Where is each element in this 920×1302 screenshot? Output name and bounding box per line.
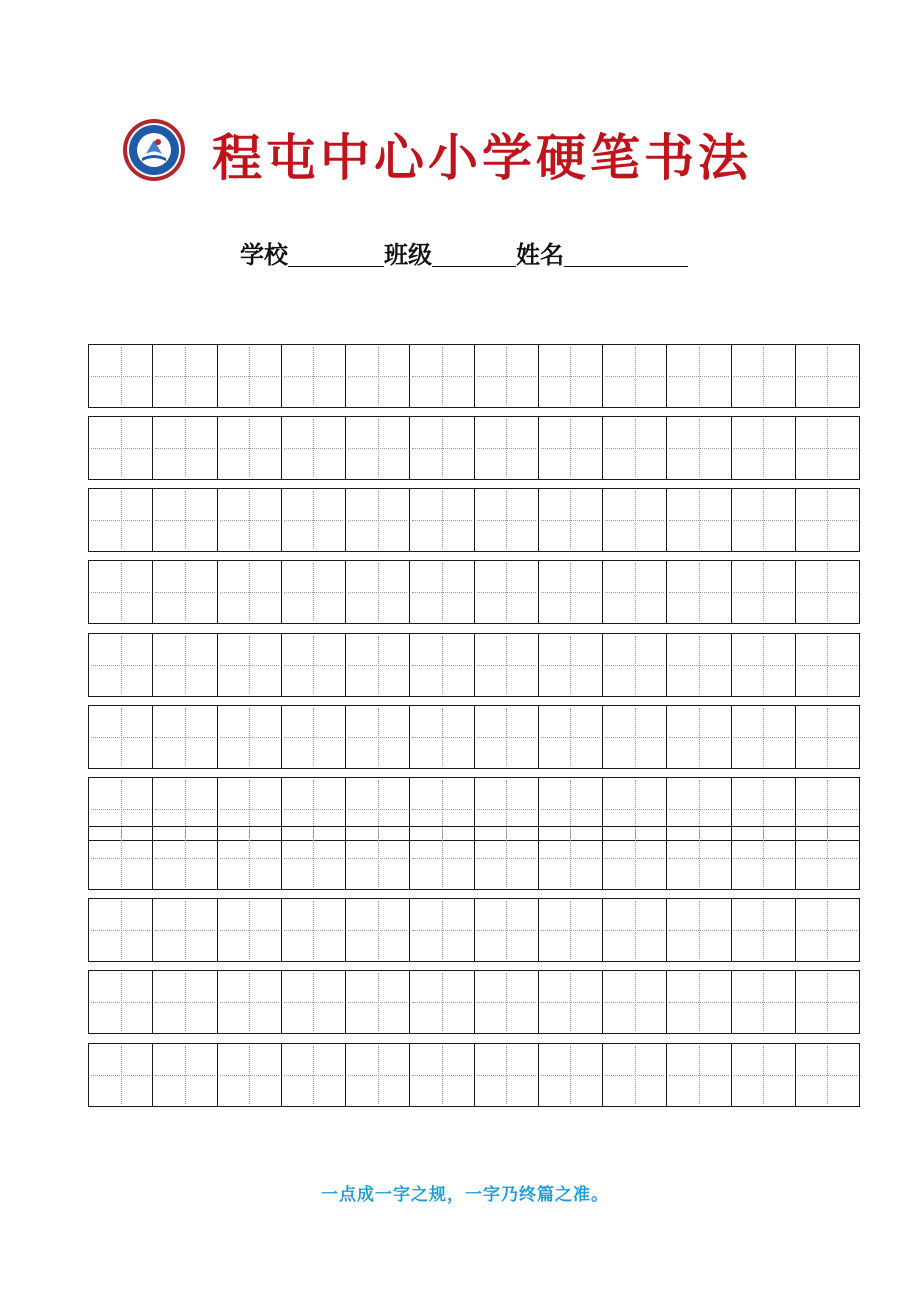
writing-cell[interactable] — [539, 345, 603, 407]
writing-cell[interactable] — [346, 827, 410, 889]
writing-cell[interactable] — [603, 561, 667, 623]
writing-cell[interactable] — [282, 634, 346, 696]
writing-cell[interactable] — [732, 1044, 796, 1106]
name-label: 姓名 — [516, 241, 564, 269]
writing-cell[interactable] — [796, 706, 859, 768]
writing-cell[interactable] — [282, 971, 346, 1033]
writing-cell[interactable] — [475, 489, 539, 551]
writing-cell[interactable] — [667, 827, 731, 889]
student-info-row — [240, 234, 688, 270]
writing-cell[interactable] — [667, 899, 731, 961]
writing-cell[interactable] — [732, 706, 796, 768]
writing-cell[interactable] — [732, 561, 796, 623]
writing-cell[interactable] — [218, 706, 282, 768]
writing-cell[interactable] — [89, 706, 153, 768]
writing-cell[interactable] — [796, 634, 859, 696]
writing-cell[interactable] — [667, 706, 731, 768]
school-blank[interactable] — [288, 238, 384, 267]
writing-cell[interactable] — [667, 561, 731, 623]
writing-cell[interactable] — [475, 417, 539, 479]
writing-cell[interactable] — [475, 1044, 539, 1106]
writing-cell[interactable] — [346, 899, 410, 961]
writing-cell[interactable] — [346, 1044, 410, 1106]
writing-cell[interactable] — [796, 899, 859, 961]
writing-cell[interactable] — [153, 561, 217, 623]
grid-row — [88, 1043, 860, 1107]
writing-cell[interactable] — [153, 971, 217, 1033]
writing-cell[interactable] — [475, 971, 539, 1033]
writing-cell[interactable] — [667, 971, 731, 1033]
school-emblem-icon — [122, 118, 186, 182]
writing-cell[interactable] — [282, 489, 346, 551]
writing-cell[interactable] — [603, 971, 667, 1033]
grid-row — [88, 344, 860, 408]
name-blank[interactable] — [564, 238, 688, 267]
writing-cell[interactable] — [89, 971, 153, 1033]
grid-row — [88, 970, 860, 1034]
writing-cell[interactable] — [539, 417, 603, 479]
writing-cell[interactable] — [282, 561, 346, 623]
grid-row — [88, 898, 860, 962]
writing-cell[interactable] — [539, 1044, 603, 1106]
writing-cell[interactable] — [732, 971, 796, 1033]
writing-cell[interactable] — [218, 634, 282, 696]
writing-cell[interactable] — [218, 1044, 282, 1106]
writing-cell[interactable] — [603, 417, 667, 479]
writing-cell[interactable] — [410, 489, 474, 551]
grid-row — [88, 633, 860, 697]
writing-cell[interactable] — [539, 634, 603, 696]
writing-cell[interactable] — [346, 417, 410, 479]
writing-cell[interactable] — [796, 1044, 859, 1106]
writing-cell[interactable] — [153, 417, 217, 479]
writing-cell[interactable] — [603, 489, 667, 551]
writing-cell[interactable] — [732, 899, 796, 961]
writing-cell[interactable] — [732, 417, 796, 479]
writing-cell[interactable] — [346, 971, 410, 1033]
writing-cell[interactable] — [410, 899, 474, 961]
writing-cell[interactable] — [796, 561, 859, 623]
writing-cell[interactable] — [282, 345, 346, 407]
writing-cell[interactable] — [539, 706, 603, 768]
writing-cell[interactable] — [475, 345, 539, 407]
writing-cell[interactable] — [218, 899, 282, 961]
writing-cell[interactable] — [667, 417, 731, 479]
writing-cell[interactable] — [282, 899, 346, 961]
writing-cell[interactable] — [796, 971, 859, 1033]
writing-cell[interactable] — [732, 489, 796, 551]
writing-cell[interactable] — [89, 634, 153, 696]
writing-cell[interactable] — [603, 1044, 667, 1106]
class-label: 班级 — [384, 241, 432, 269]
writing-cell[interactable] — [796, 489, 859, 551]
writing-cell[interactable] — [796, 417, 859, 479]
writing-cell[interactable] — [410, 706, 474, 768]
writing-cell[interactable] — [153, 489, 217, 551]
writing-cell[interactable] — [346, 706, 410, 768]
writing-cell[interactable] — [153, 1044, 217, 1106]
writing-cell[interactable] — [539, 827, 603, 889]
writing-cell[interactable] — [603, 345, 667, 407]
writing-cell[interactable] — [667, 345, 731, 407]
writing-cell[interactable] — [153, 899, 217, 961]
writing-cell[interactable] — [603, 827, 667, 889]
writing-cell[interactable] — [667, 489, 731, 551]
writing-cell[interactable] — [153, 345, 217, 407]
writing-cell[interactable] — [667, 634, 731, 696]
writing-cell[interactable] — [89, 561, 153, 623]
writing-cell[interactable] — [218, 561, 282, 623]
writing-cell[interactable] — [346, 345, 410, 407]
writing-cell[interactable] — [732, 345, 796, 407]
writing-cell[interactable] — [410, 561, 474, 623]
writing-cell[interactable] — [218, 489, 282, 551]
writing-cell[interactable] — [153, 827, 217, 889]
writing-cell[interactable] — [218, 345, 282, 407]
writing-cell[interactable] — [475, 634, 539, 696]
page-title: 程屯中心小学硬笔书法 — [212, 128, 752, 187]
writing-cell[interactable] — [89, 489, 153, 551]
writing-cell[interactable] — [475, 706, 539, 768]
grid-row — [88, 705, 860, 769]
grid-row — [88, 488, 860, 552]
writing-cell[interactable] — [603, 706, 667, 768]
writing-cell[interactable] — [667, 1044, 731, 1106]
school-label: 学校 — [240, 241, 288, 269]
class-blank[interactable] — [432, 238, 516, 267]
writing-cell[interactable] — [732, 634, 796, 696]
writing-cell[interactable] — [796, 345, 859, 407]
writing-cell[interactable] — [89, 827, 153, 889]
writing-cell[interactable] — [346, 634, 410, 696]
writing-cell[interactable] — [603, 634, 667, 696]
writing-cell[interactable] — [475, 899, 539, 961]
writing-cell[interactable] — [346, 561, 410, 623]
writing-cell[interactable] — [603, 899, 667, 961]
writing-cell[interactable] — [282, 417, 346, 479]
writing-cell[interactable] — [732, 827, 796, 889]
writing-cell[interactable] — [410, 1044, 474, 1106]
writing-cell[interactable] — [218, 827, 282, 889]
writing-cell[interactable] — [539, 561, 603, 623]
writing-cell[interactable] — [475, 561, 539, 623]
writing-cell[interactable] — [282, 706, 346, 768]
writing-cell[interactable] — [153, 706, 217, 768]
writing-cell[interactable] — [475, 827, 539, 889]
writing-cell[interactable] — [410, 827, 474, 889]
writing-cell[interactable] — [539, 971, 603, 1033]
writing-cell[interactable] — [539, 489, 603, 551]
writing-cell[interactable] — [218, 417, 282, 479]
writing-cell[interactable] — [89, 417, 153, 479]
writing-cell[interactable] — [410, 417, 474, 479]
writing-cell[interactable] — [282, 1044, 346, 1106]
writing-cell[interactable] — [410, 634, 474, 696]
writing-cell[interactable] — [153, 634, 217, 696]
writing-cell[interactable] — [796, 827, 859, 889]
writing-cell[interactable] — [539, 899, 603, 961]
writing-cell[interactable] — [410, 971, 474, 1033]
page-header — [0, 110, 920, 200]
writing-cell[interactable] — [282, 827, 346, 889]
writing-cell[interactable] — [89, 899, 153, 961]
writing-cell[interactable] — [89, 345, 153, 407]
grid-row — [88, 416, 860, 480]
grid-row — [88, 826, 860, 890]
writing-cell[interactable] — [410, 345, 474, 407]
footer-motto: 一点成一字之规，一字乃终篇之准。 — [321, 1185, 609, 1205]
writing-cell[interactable] — [89, 1044, 153, 1106]
writing-cell[interactable] — [218, 971, 282, 1033]
grid-row — [88, 560, 860, 624]
writing-cell[interactable] — [346, 489, 410, 551]
